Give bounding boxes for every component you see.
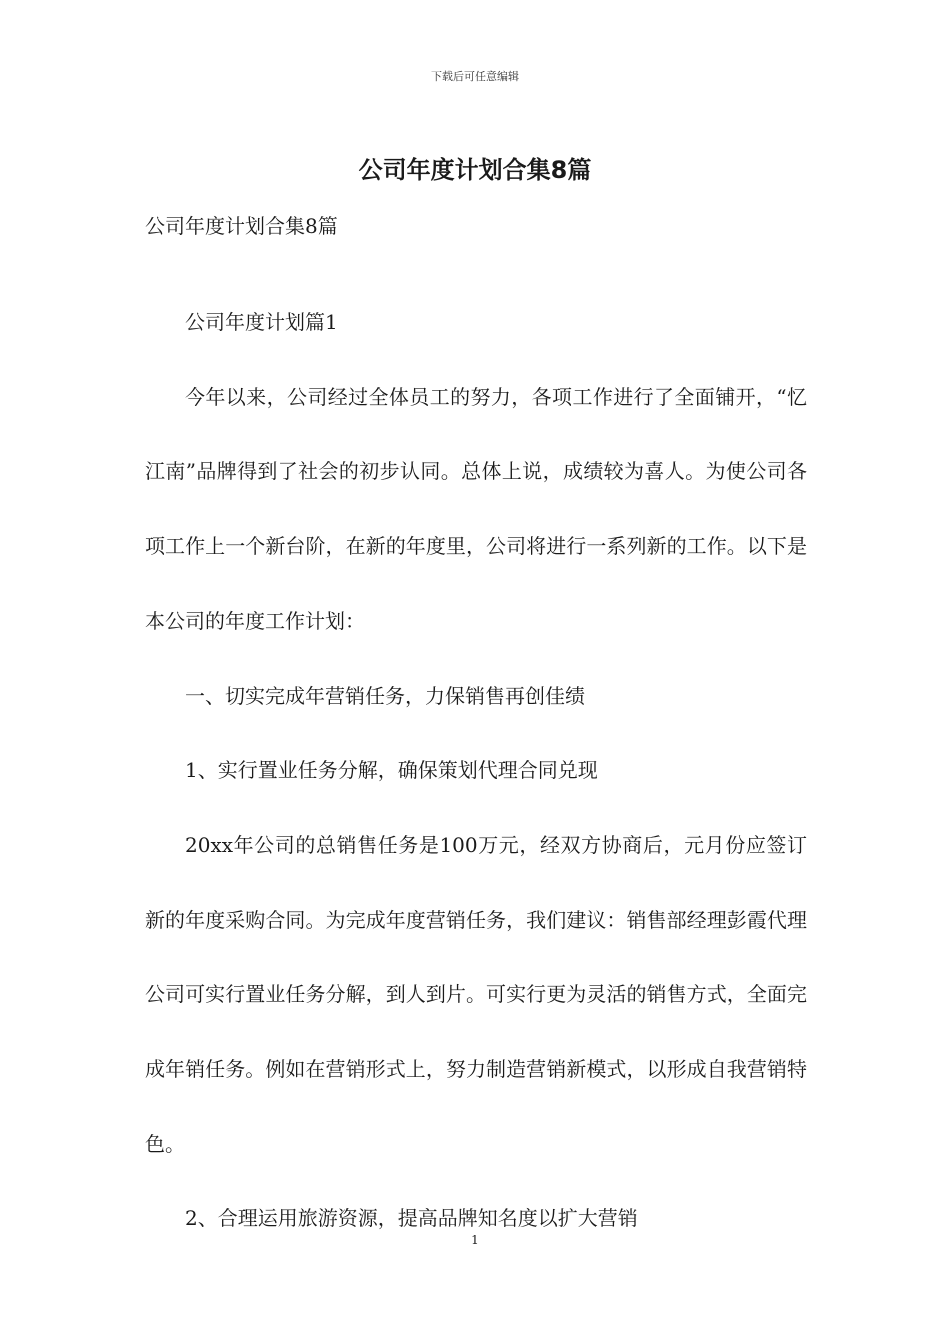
paragraph: 今年以来，公司经过全体员工的努力，各项工作进行了全面铺开，“忆江南”品牌得到了社会的初步认同。总体上说，成绩较为喜人。为使公司各项工作上一个新台阶，在新的年度里，公司将进行一系列新的工作。以下是本公司的年度工作计划： [145,384,807,633]
page-number: 1 [471,1233,479,1247]
subsection-heading: 一、切实完成年营销任务，力保销售再创佳绩 [185,683,585,708]
document-title: 公司年度计划合集8篇 [358,156,592,184]
section-heading: 公司年度计划篇1 [185,310,338,334]
document-body [145,285,807,1256]
list-item-heading: 2、合理运用旅游资源，提高品牌知名度以扩大营销 [185,1206,638,1231]
document-subtitle: 公司年度计划合集8篇 [145,214,338,238]
header-note: 下载后可任意编辑 [431,70,519,83]
list-item-heading: 1、实行置业任务分解，确保策划代理合同兑现 [185,758,598,783]
paragraph: 20xx年公司的总销售任务是100万元，经双方协商后，元月份应签订新的年度采购合同。为完成年度营销任务，我们建议：销售部经理彭霞代理公司可实行置业任务分解，到人到片。可实行更为灵活的销售方式，全面完成年销任务。例如在营销形式上，努力制造营销新模式，以形成自我营销特色。 [145,832,807,1156]
